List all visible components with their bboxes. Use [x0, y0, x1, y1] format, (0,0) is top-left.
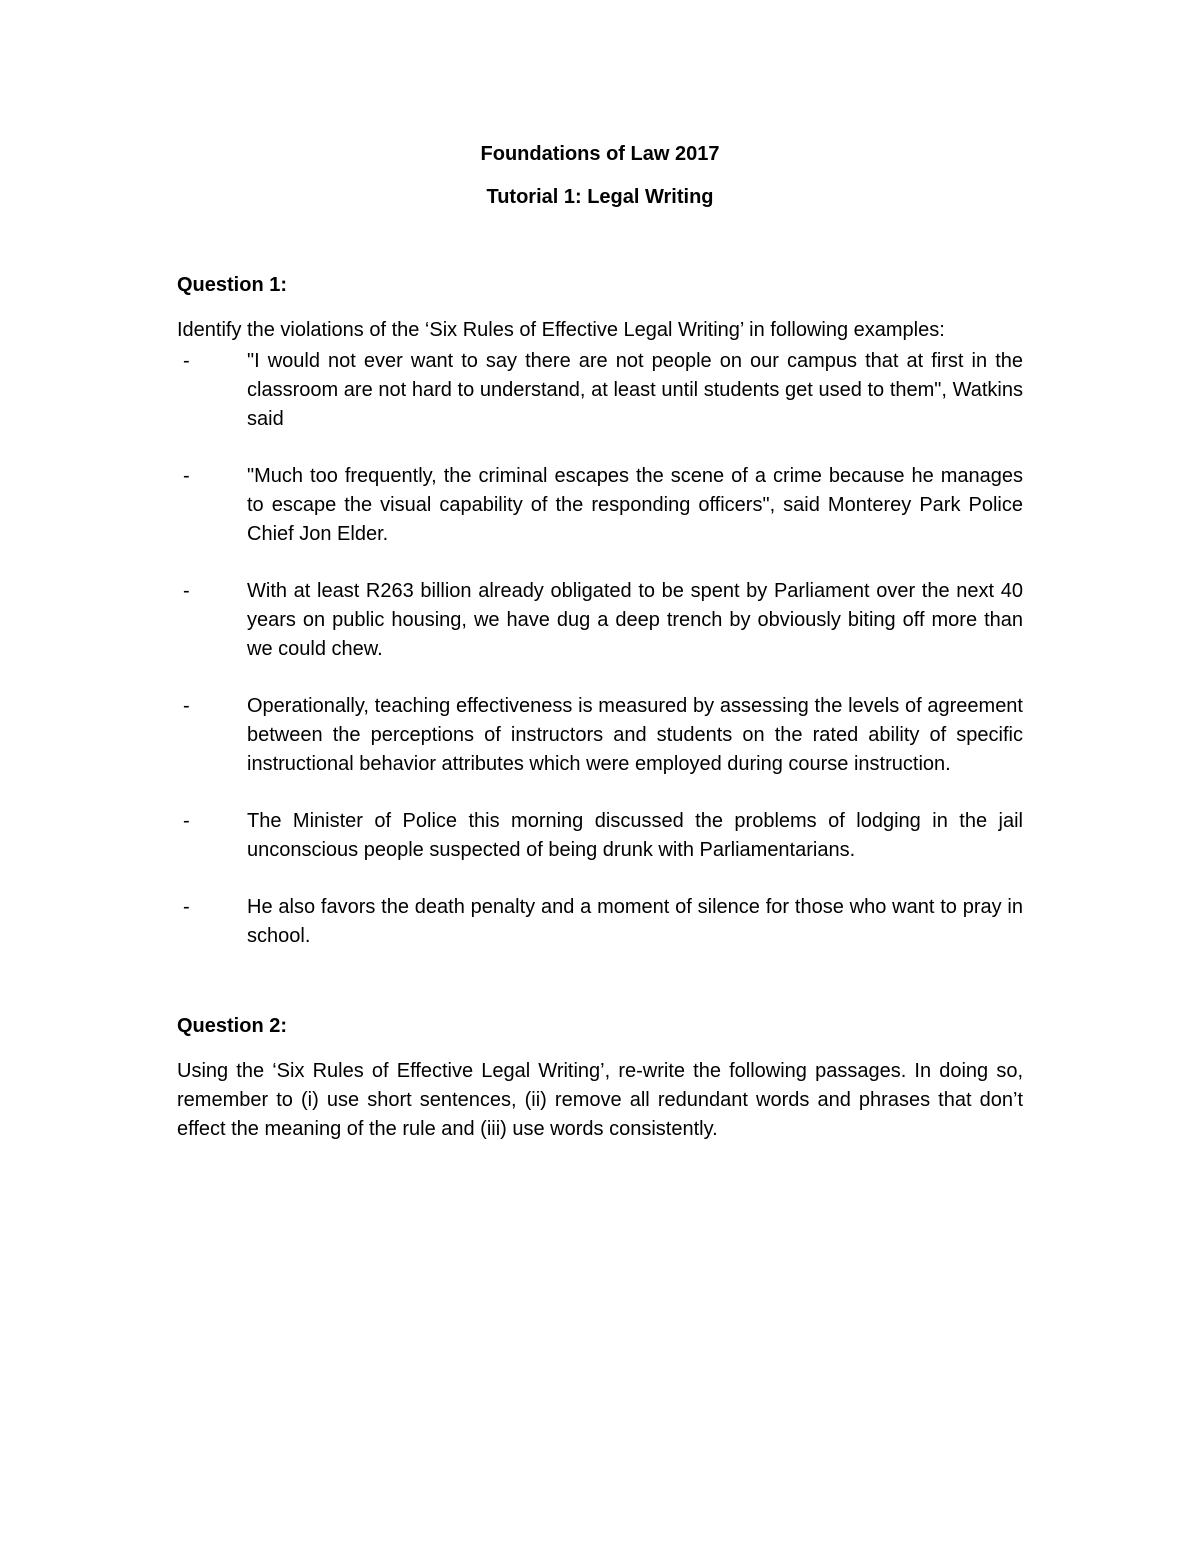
list-item	[177, 462, 1023, 549]
list-item	[177, 893, 1023, 951]
bullet-dash: -	[183, 896, 190, 918]
bullet-dash: -	[183, 580, 190, 602]
list-item	[177, 577, 1023, 664]
question-1-intro: Identify the violations of the ‘Six Rules of Effective Legal Writing’ in following examples:	[177, 319, 945, 341]
list-item	[177, 347, 1023, 434]
bullet-dash: -	[183, 350, 190, 372]
question-2-heading: Question 2:	[177, 1015, 288, 1037]
question-1-heading: Question 1:	[177, 274, 288, 296]
document-content	[177, 140, 1023, 1144]
example-text: "Much too frequently, the criminal escapes the scene of a crime because he manages to escape the visual capability of the responding officers", said Monterey Park Police Chief Jon Elder.	[247, 465, 1023, 545]
bullet-dash: -	[183, 695, 190, 717]
list-item	[177, 807, 1023, 865]
bullet-dash: -	[183, 810, 190, 832]
document-title: Foundations of Law 2017	[480, 143, 720, 165]
example-text: The Minister of Police this morning discussed the problems of lodging in the jail unconscious people suspected of being drunk with Parliamentarians.	[247, 810, 1023, 861]
example-text: He also favors the death penalty and a moment of silence for those who want to pray in school.	[247, 896, 1023, 947]
example-text: With at least R263 billion already obligated to be spent by Parliament over the next 40 years on public housing, we have dug a deep trench by obviously biting off more than we could chew.	[247, 580, 1023, 660]
list-item	[177, 692, 1023, 779]
bullet-dash: -	[183, 465, 190, 487]
example-text: "I would not ever want to say there are not people on our campus that at first in the classroom are not hard to understand, at least until students get used to them", Watkins said	[247, 350, 1023, 430]
question-2-body: Using the ‘Six Rules of Effective Legal Writing’, re-write the following passages. In doing so, remember to (i) use short sentences, (ii) remove all redundant words and phrases that don’t effect the meaning of the rule and (iii) use words consistently.	[177, 1060, 1023, 1140]
document-subtitle: Tutorial 1: Legal Writing	[486, 186, 714, 208]
question-1-examples-list	[177, 347, 1023, 951]
example-text: Operationally, teaching effectiveness is measured by assessing the levels of agreement between the perceptions of instructors and students on the rated ability of specific instructional behavior attributes which were employed during course instruction.	[247, 695, 1023, 775]
